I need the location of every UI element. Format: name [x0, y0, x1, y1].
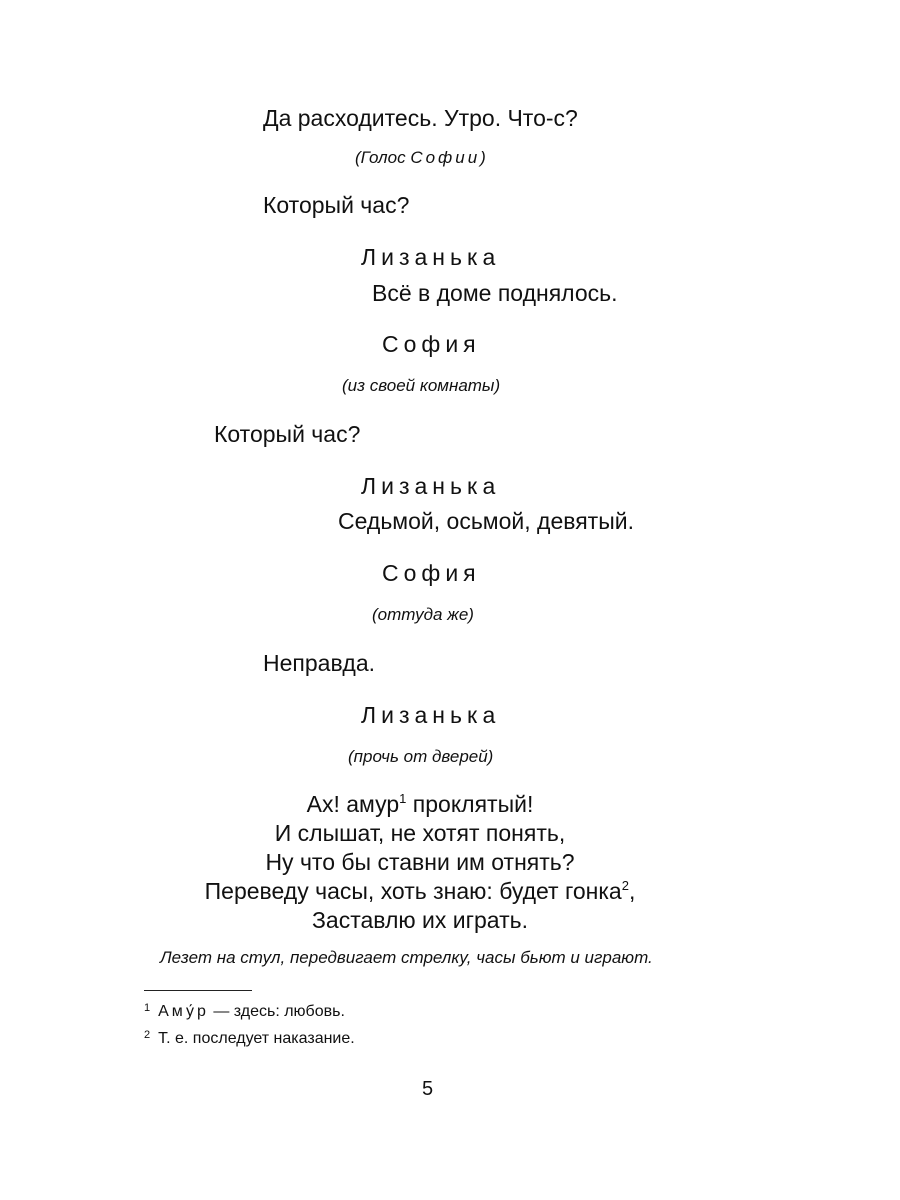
footnote-number: 2 [144, 1029, 151, 1041]
final-stage-direction: Лезет на стул, передвигает стрелку, часы бьют и играют. [160, 948, 653, 967]
speaker-name: София [382, 560, 481, 586]
verse-text: Переведу часы, хоть знаю: будет гонка [204, 878, 622, 904]
verse-line: Ну что бы ставни им отнять? [265, 849, 575, 875]
footnote-number: 1 [144, 1002, 151, 1014]
dialogue-line: Который час? [214, 421, 361, 447]
footnote-text: — здесь: любовь. [208, 1003, 345, 1020]
footnote-ref: 1 [399, 791, 407, 806]
stage-direction: (из своей комнаты) [342, 376, 501, 395]
stage-direction-close: ) [480, 148, 486, 167]
stage-direction-open: (Голос [355, 148, 411, 167]
verse-line: И слышат, не хотят понять, [274, 820, 566, 846]
footnote-divider [144, 990, 252, 991]
footnote [144, 1025, 355, 1049]
stage-direction [355, 147, 486, 169]
stage-direction: (оттуда же) [372, 605, 474, 624]
verse-text: проклятый! [406, 791, 534, 817]
dialogue-line: Всё в доме поднялось. [372, 280, 618, 306]
dialogue-line: Неправда. [263, 650, 376, 676]
stage-direction-name: Софии [410, 148, 481, 167]
footnote-text: Т. е. последует наказание. [158, 1030, 355, 1047]
dialogue-line: Да расходитесь. Утро. Что-с? [263, 105, 578, 131]
footnote-ref: 2 [621, 878, 629, 893]
verse-text: Ах! амур [306, 791, 400, 817]
dialogue-line: Который час? [263, 192, 410, 218]
speaker-name: Лизанька [361, 473, 501, 499]
footnote-term: Аму́р [158, 1003, 209, 1020]
footnote [144, 998, 345, 1022]
speaker-name: Лизанька [361, 244, 501, 270]
verse-text: , [628, 878, 636, 904]
dialogue-line: Седьмой, осьмой, девятый. [338, 508, 634, 534]
speaker-name: София [382, 331, 481, 357]
speaker-name: Лизанька [361, 702, 501, 728]
stage-direction: (прочь от дверей) [348, 747, 494, 766]
verse-line [0, 877, 840, 906]
page-number: 5 [422, 1078, 434, 1100]
verse-line: Заставлю их играть. [312, 907, 528, 933]
verse-line [0, 790, 840, 819]
